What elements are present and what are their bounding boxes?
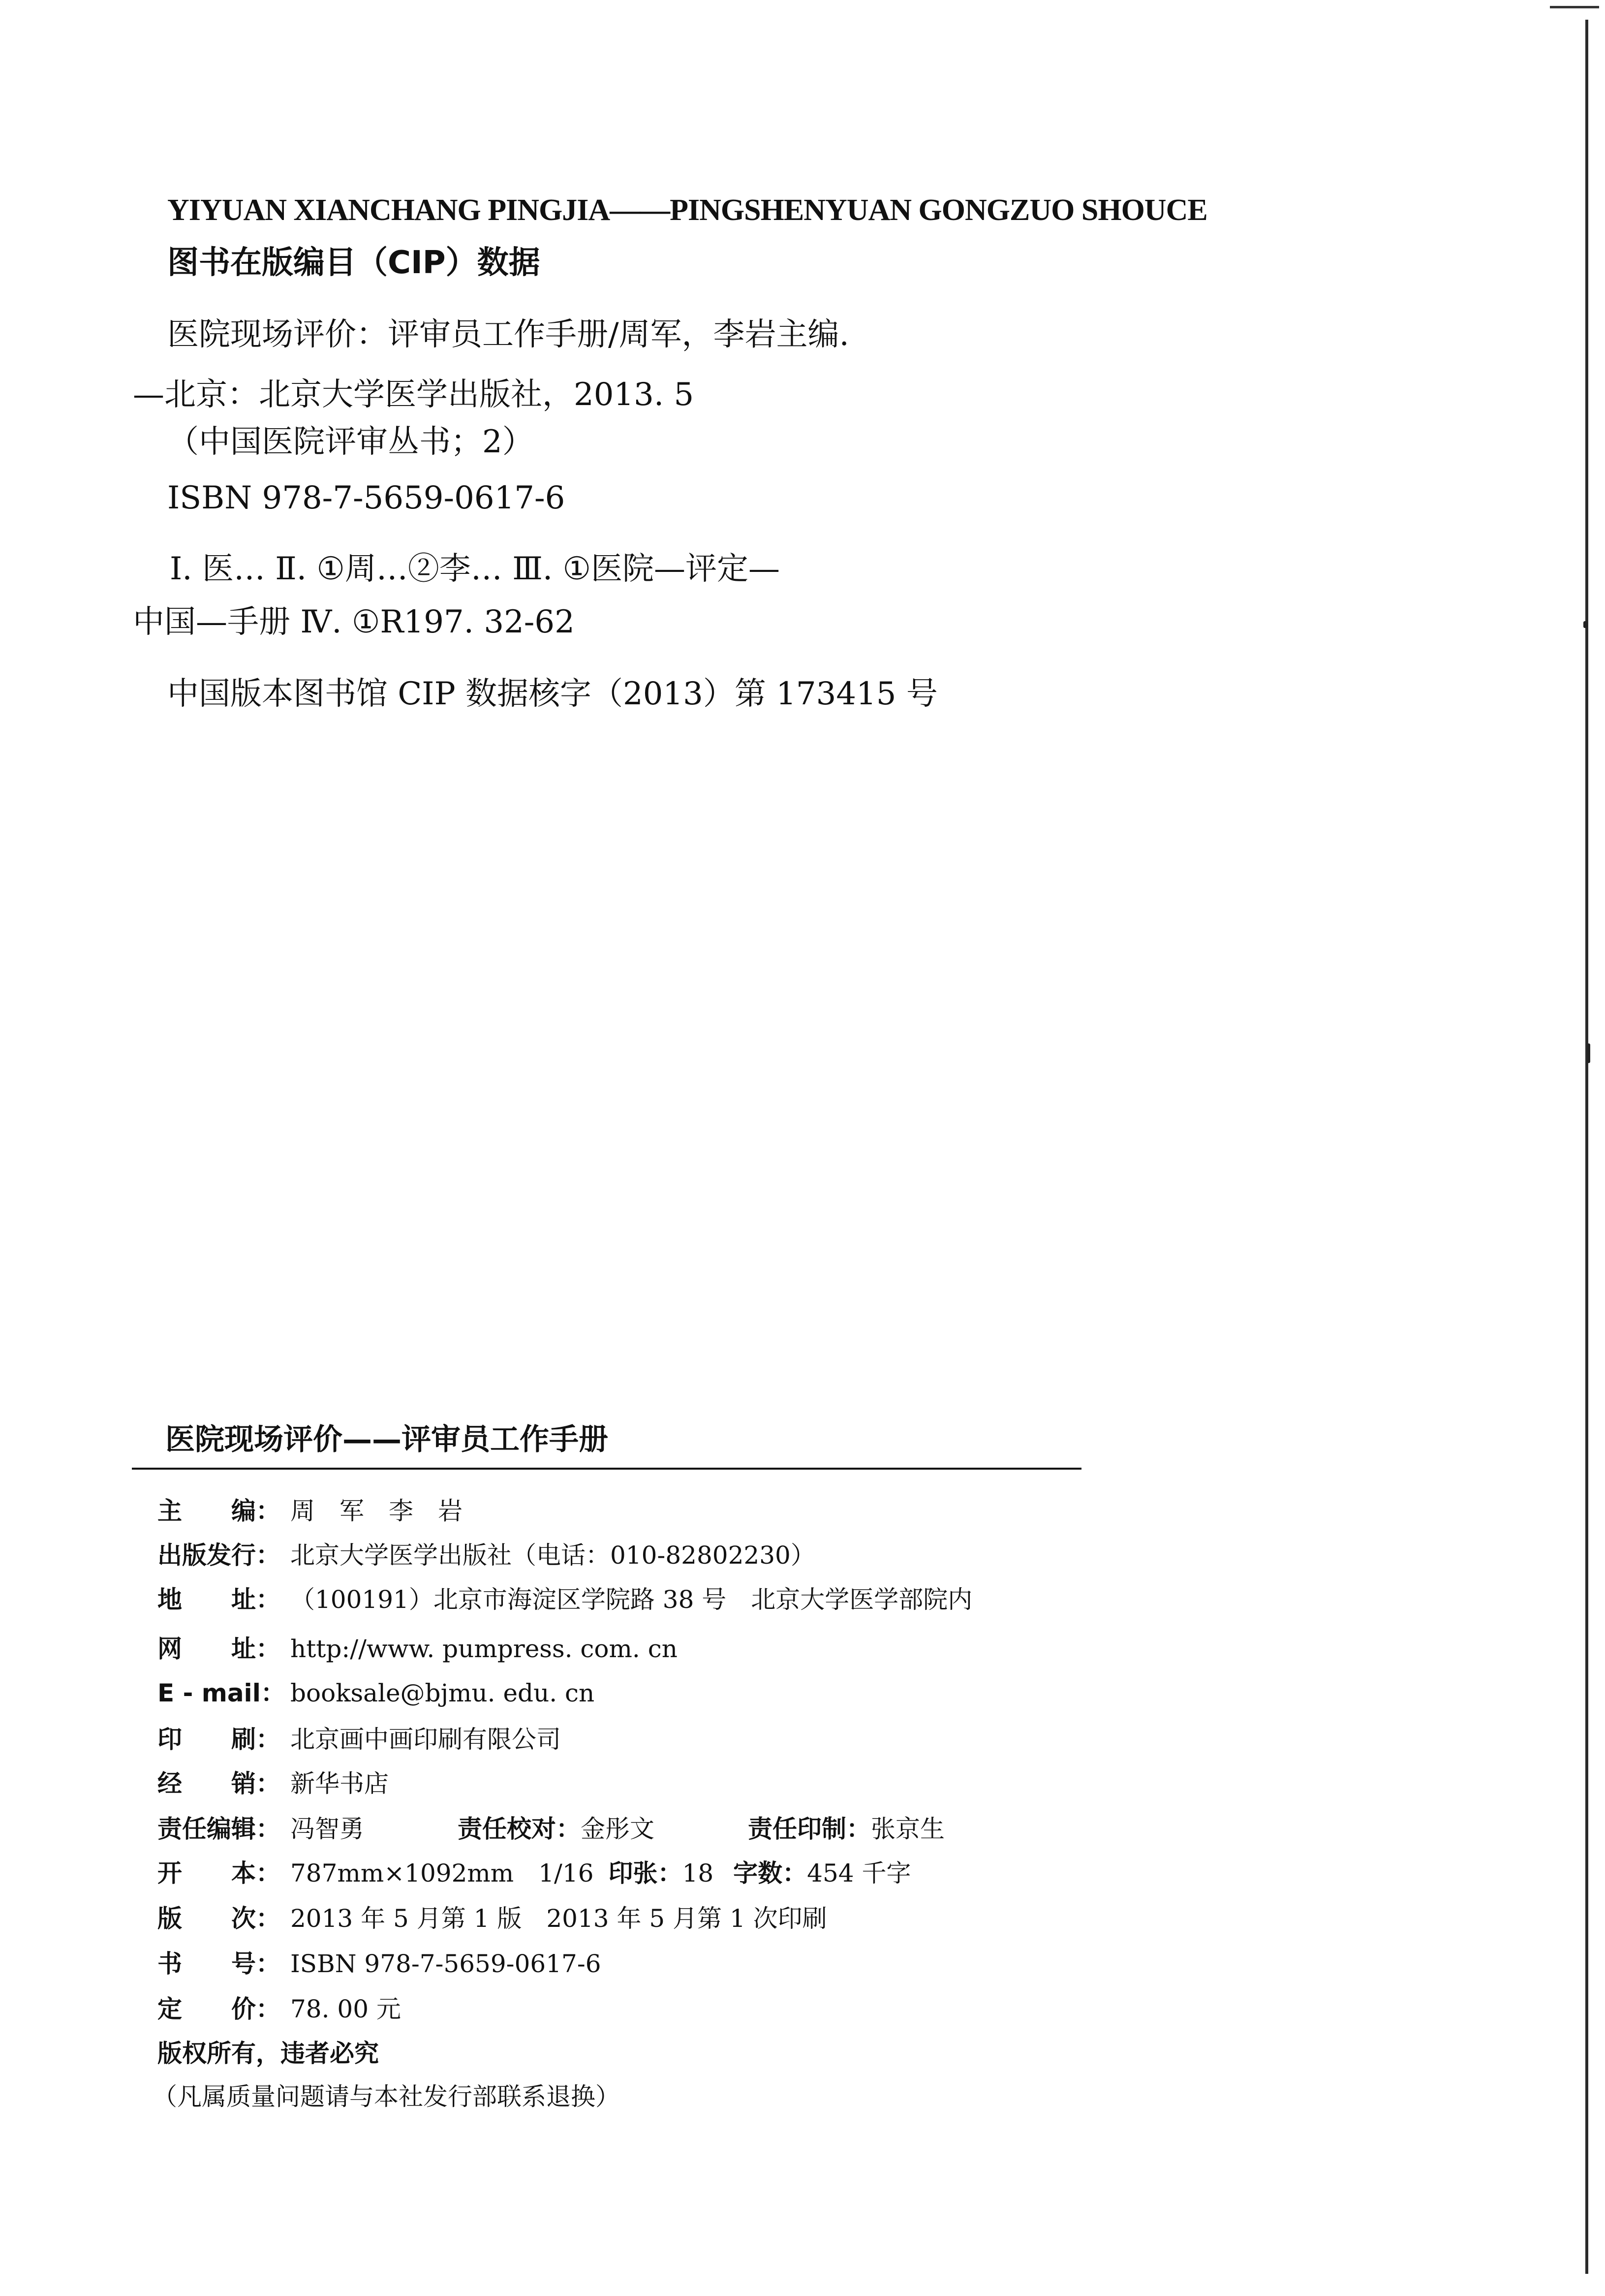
title-divider [132,1468,1081,1470]
info-row-website [157,1634,678,1664]
info-label: 网 址： [157,1635,280,1663]
cip-line: Ⅰ. 医… Ⅱ. ①周…②李… Ⅲ. ①医院—评定— [170,551,780,587]
scan-edge-right [1585,20,1588,2274]
info-value: 北京大学医学出版社（电话：010-82802230） [290,1541,815,1570]
info-row-printer [157,1725,561,1754]
info-row-responsible [157,1814,945,1844]
info-label: 责任校对： [458,1815,581,1843]
info-label: 印张： [608,1859,682,1887]
cip-line: ISBN 978-7-5659-0617-6 [167,480,565,516]
cip-line: —北京：北京大学医学出版社，2013. 5 [133,377,694,413]
info-label: 开 本： [157,1859,280,1887]
return-notice: （凡属质量问题请与本社发行部联系退换） [153,2082,620,2111]
info-label: 责任印制： [748,1815,871,1843]
info-label: 地 址： [157,1585,280,1614]
info-row-publisher [157,1541,815,1570]
info-row-address [157,1585,972,1614]
info-value: 冯智勇 [290,1815,364,1843]
cip-line: 医院现场评价：评审员工作手册/周军，李岩主编. [167,316,849,353]
info-row-distributor [157,1769,389,1798]
copyright-notice: 版权所有，违者必究 [157,2039,379,2068]
info-row-format [157,1858,911,1888]
info-value: 张京生 [871,1815,945,1843]
cip-line: 中国—手册 Ⅳ. ①R197. 32-62 [133,604,575,640]
info-label: E - mail： [157,1679,285,1707]
info-value: 454 千字 [807,1859,911,1887]
english-title: YIYUAN XIANCHANG PINGJIA——PINGSHENYUAN GONGZUO SHOUCE [167,193,1207,227]
info-value: ISBN 978-7-5659-0617-6 [290,1950,601,1978]
info-label: 主 编： [157,1497,280,1525]
info-value: （100191）北京市海淀区学院路 38 号 北京大学医学部院内 [290,1585,973,1614]
cip-line: 中国版本图书馆 CIP 数据核字（2013）第 173415 号 [167,676,938,712]
info-label: 字数： [733,1859,807,1887]
info-value: 北京画中画印刷有限公司 [290,1725,561,1754]
book-title: 医院现场评价——评审员工作手册 [165,1422,608,1457]
info-row-edition [157,1904,827,1933]
info-label: 出版发行： [157,1541,280,1570]
cip-line: （中国医院评审丛书；2） [167,424,534,460]
info-value: 周 军 李 岩 [290,1497,463,1525]
info-label: 责任编辑： [157,1815,280,1843]
info-value: 787mm×1092mm 1/16 [290,1859,594,1887]
info-value: 新华书店 [290,1769,389,1798]
scan-edge-top [1550,6,1599,8]
info-row-isbn [157,1949,601,1979]
info-label: 版 次： [157,1904,280,1933]
website-link: http://www. pumpress. com. cn [290,1635,678,1663]
info-label: 经 销： [157,1769,280,1798]
info-label: 定 价： [157,1995,280,2023]
info-label: 书 号： [157,1950,280,1978]
info-row-email [157,1678,594,1708]
scan-speck [1583,621,1587,628]
info-row-chief-editor [157,1496,463,1526]
info-value: 78. 00 元 [290,1995,401,2023]
info-value: 18 [682,1859,714,1887]
info-value: 金彤文 [581,1815,654,1843]
scan-speck [1587,1043,1590,1063]
cip-heading: 图书在版编目（CIP）数据 [167,245,540,281]
email-address: booksale@bjmu. edu. cn [290,1679,595,1707]
info-row-price [157,1994,401,2024]
info-label: 印 刷： [157,1725,280,1754]
info-value: 2013 年 5 月第 1 版 2013 年 5 月第 1 次印刷 [290,1904,827,1933]
